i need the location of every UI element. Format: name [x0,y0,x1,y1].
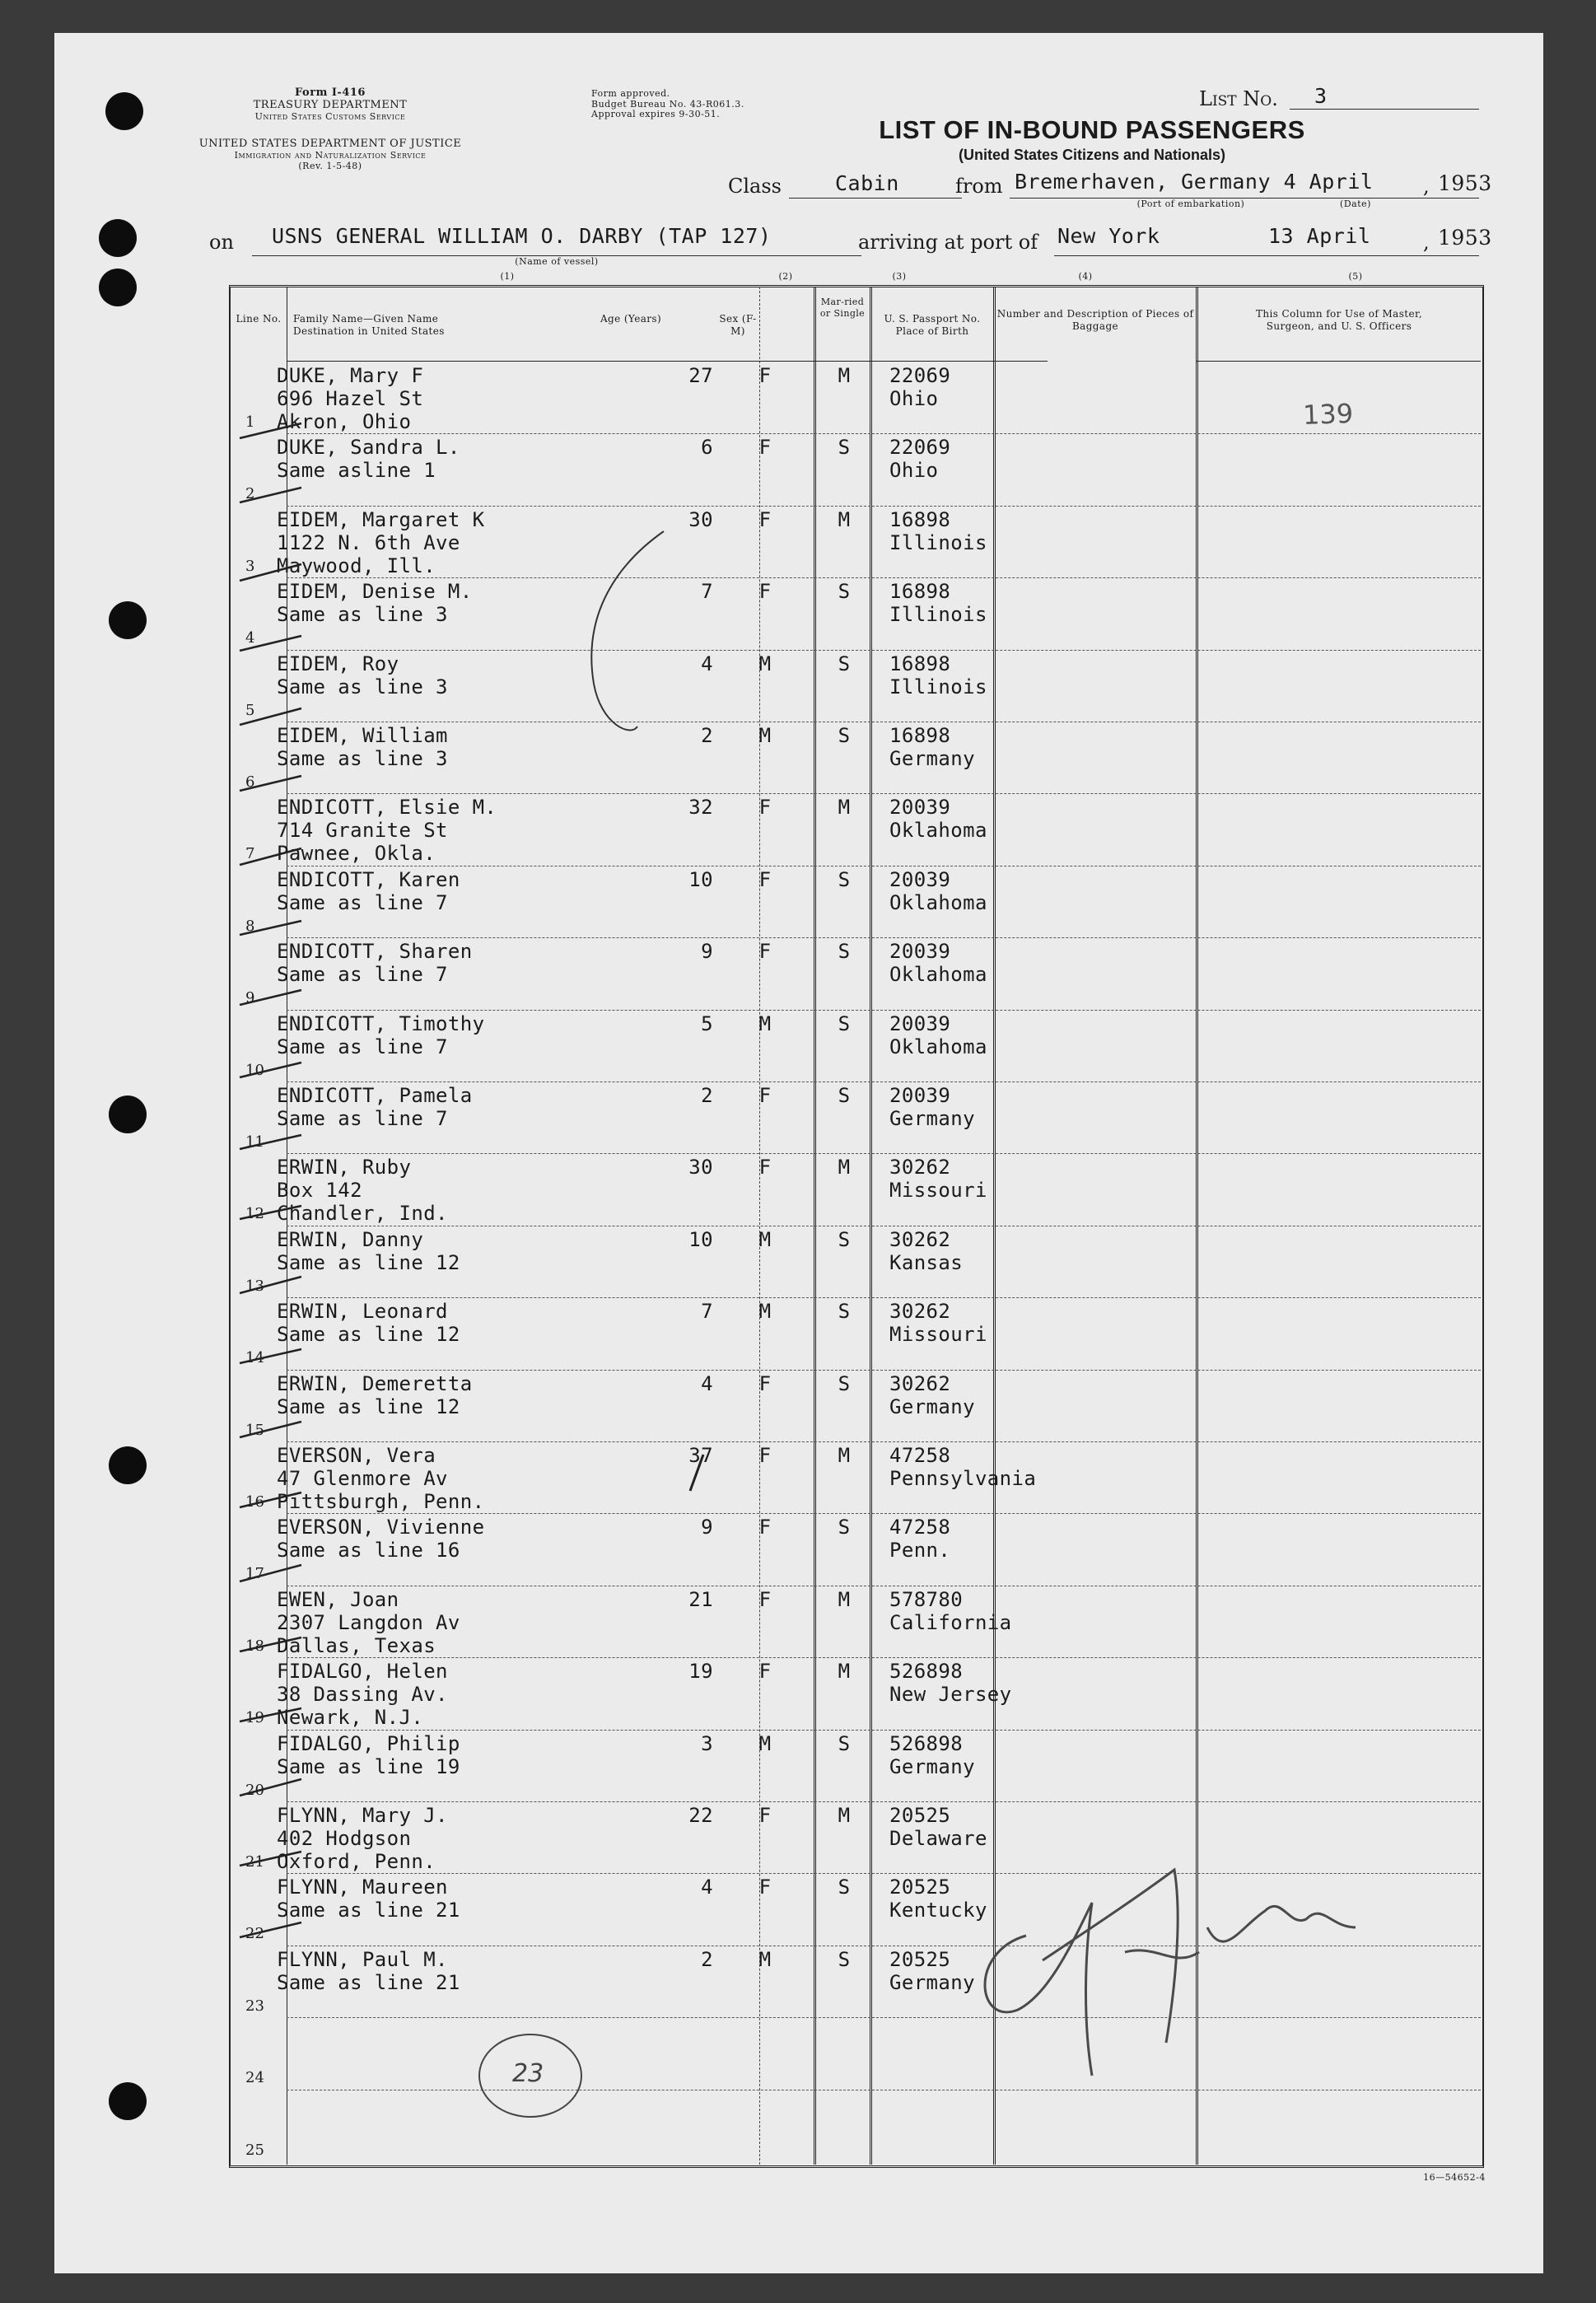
passport-number: 20525 [889,1947,951,1971]
place-of-birth: Oklahoma [889,890,987,914]
age-cell: 30 [688,1156,713,1180]
list-no-label: List No. [1199,87,1278,110]
sex-cell: F [758,507,772,531]
column-code-4: (4) [1078,271,1093,282]
sex-cell: F [758,867,772,891]
line-number: 10 [245,1061,264,1079]
destination-line-2: Chandler, Ind. [277,1202,448,1226]
passport-number: 20039 [889,796,951,820]
sex-cell: F [758,1660,772,1684]
passenger-name: ERWIN, Danny [277,1227,424,1251]
passenger-name: FLYNN, Mary J. [277,1804,448,1827]
line-number: 1 [245,413,255,431]
line-number: 14 [245,1349,264,1367]
marital-status-cell: M [838,364,851,387]
line-number: 15 [245,1421,264,1439]
col-header-age: Age (Years) [600,313,662,325]
age-cell: 4 [701,652,713,675]
age-cell: 5 [701,1011,713,1035]
sex-cell: F [758,1371,772,1395]
sex-cell: F [758,1156,772,1180]
age-cell: 10 [688,867,713,891]
passenger-name: EVERSON, Vera [277,1444,436,1467]
line-number: 9 [245,989,255,1007]
passenger-name: ERWIN, Leonard [277,1300,448,1324]
passport-number: 30262 [889,1227,951,1251]
marital-status-cell: M [838,796,851,820]
column-code-2: (2) [778,271,793,282]
destination-line-1: Same as line 7 [277,890,448,914]
passenger-name: FIDALGO, Philip [277,1731,460,1755]
marital-status-cell: M [838,1444,851,1467]
place-of-birth: Missouri [889,1179,987,1203]
date-caption: (Date) [1340,199,1371,209]
destination-line-1: Same as line 12 [277,1323,460,1347]
column-code-1: (1) [500,271,515,282]
place-of-birth: Germany [889,1394,975,1418]
passport-number: 22069 [889,364,951,387]
marital-status-cell: S [838,1516,851,1539]
age-cell: 10 [688,1227,713,1251]
circled-count: 23 [512,2059,544,2088]
sex-cell: F [758,796,772,820]
arrival-year-prefix: , [1423,231,1436,254]
marital-status-cell: S [838,724,851,747]
place-of-birth: Germany [889,1107,975,1130]
sex-cell: F [758,1804,772,1827]
budget-approval: Form approved. Budget Bureau No. 43-R061.3. Approval expires 9-30-51. [591,88,744,120]
sex-cell: F [758,436,772,460]
line-number: 4 [245,629,255,647]
arriving-label: arriving at port of [858,231,1038,254]
line-number: 24 [245,2069,264,2087]
destination-line-1: Same as line 12 [277,1394,460,1418]
place-of-birth: Ohio [889,459,939,483]
sex-cell: F [758,364,772,387]
line-number: 19 [245,1709,264,1727]
passport-number: 30262 [889,1300,951,1324]
year-prefix: , [1423,175,1436,198]
marital-status-cell: S [838,1371,851,1395]
sex-cell: F [758,1516,772,1539]
sex-cell: M [758,1947,772,1971]
embark-year: 1953 [1438,171,1492,195]
form-number: Form I-416 [295,86,366,99]
age-cell: 2 [701,1947,713,1971]
passport-number: 16898 [889,724,951,747]
place-of-birth: Oklahoma [889,963,987,987]
marital-status-cell: M [838,507,851,531]
destination-line-1: Same as line 3 [277,675,448,698]
line-number: 18 [245,1637,264,1655]
passenger-name: EWEN, Joan [277,1587,399,1611]
marital-status-cell: S [838,1084,851,1107]
marital-status-cell: S [838,1731,851,1755]
line-number: 8 [245,917,255,935]
age-cell: 6 [701,436,713,460]
place-of-birth: Germany [889,747,975,770]
customs-service: United States Customs Service [254,110,406,122]
place-of-birth: Germany [889,1970,975,1994]
passport-number: 20039 [889,867,951,891]
marital-status-cell: S [838,652,851,675]
age-cell: 19 [688,1660,713,1684]
class-value: Cabin [835,171,899,195]
line-number: 7 [245,845,255,863]
sex-cell: F [758,580,772,604]
treasury-department: TREASURY DEPARTMENT [253,98,408,111]
passenger-name: EIDEM, Denise M. [277,580,473,604]
from-label: from [955,175,1003,198]
revision-label: (Rev. 1-5-48) [298,160,362,171]
officer-column-number: 139 [1302,397,1354,432]
marital-status-cell: M [838,1156,851,1180]
line-number: 17 [245,1565,264,1583]
arrival-port: New York [1057,224,1160,248]
passenger-name: ENDICOTT, Sharen [277,940,473,964]
marital-status-cell: S [838,867,851,891]
destination-line-1: Same as line 16 [277,1539,460,1563]
marital-status-cell: S [838,940,851,964]
place-of-birth: Oklahoma [889,1035,987,1058]
line-number: 6 [245,773,255,791]
age-cell: 3 [701,1731,713,1755]
destination-line-1: 696 Hazel St [277,387,424,410]
destination-line-1: Same as line 19 [277,1754,460,1778]
col-header-officers: This Column for Use of Master, Surgeon, and U. S. Officers [1255,308,1423,332]
from-value: Bremerhaven, Germany 4 April [1015,170,1374,194]
marital-status-cell: S [838,580,851,604]
marital-status-cell: S [838,1876,851,1899]
place-of-birth: Illinois [889,603,987,627]
class-label: Class [728,175,782,198]
marital-status-cell: S [838,436,851,460]
list-no-value: 3 [1314,84,1328,108]
column-code-3: (3) [892,271,907,282]
place-of-birth: Ohio [889,387,939,410]
destination-line-1: Same as line 12 [277,1250,460,1274]
destination-line-2: Maywood, Ill. [277,554,436,577]
passport-number: 20039 [889,1011,951,1035]
line-number: 5 [245,701,255,719]
passport-number: 20039 [889,940,951,964]
passenger-name: EIDEM, Margaret K [277,507,485,531]
marital-status-cell: S [838,1227,851,1251]
page-title: LIST OF IN-BOUND PASSENGERS [879,115,1305,144]
place-of-birth: Pennsylvania [889,1467,1037,1490]
marital-status-cell: M [838,1660,851,1684]
vessel-caption: (Name of vessel) [515,256,599,267]
age-cell: 37 [688,1444,713,1467]
age-cell: 7 [701,1300,713,1324]
passenger-name: ENDICOTT, Timothy [277,1011,485,1035]
sex-cell: M [758,1011,772,1035]
form-print-code: 16—54652-4 [1423,2172,1486,2183]
ins-label: Immigration and Naturalization Service [234,149,427,161]
passenger-name: ERWIN, Ruby [277,1156,412,1180]
place-of-birth: Illinois [889,675,987,698]
line-number: 11 [245,1133,264,1151]
place-of-birth: Missouri [889,1323,987,1347]
handwritten-marks [54,33,1543,2273]
sex-cell: M [758,1227,772,1251]
place-of-birth: Oklahoma [889,819,987,843]
department-of-justice: UNITED STATES DEPARTMENT OF JUSTICE [198,138,462,150]
passenger-name: FIDALGO, Helen [277,1660,448,1684]
age-cell: 30 [688,507,713,531]
passport-number: 20525 [889,1876,951,1899]
passport-number: 578780 [889,1587,964,1611]
on-label: on [209,231,234,254]
passenger-name: EIDEM, William [277,724,448,747]
age-cell: 2 [701,724,713,747]
passenger-name: EVERSON, Vivienne [277,1516,485,1539]
place-of-birth: Delaware [889,1827,987,1850]
marital-status-cell: M [838,1804,851,1827]
destination-line-1: Box 142 [277,1179,362,1203]
passenger-name: ENDICOTT, Pamela [277,1084,473,1107]
sex-cell: M [758,1300,772,1324]
place-of-birth: Kentucky [889,1899,987,1922]
passport-number: 16898 [889,652,951,675]
passport-number: 22069 [889,436,951,460]
passport-number: 30262 [889,1371,951,1395]
sex-cell: M [758,1731,772,1755]
destination-line-1: 2307 Langdon Av [277,1610,460,1634]
place-of-birth: New Jersey [889,1683,1012,1707]
age-cell: 9 [701,940,713,964]
sex-cell: F [758,1876,772,1899]
column-code-5: (5) [1348,271,1363,282]
passport-number: 20039 [889,1084,951,1107]
col-header-name: Family Name—Given Name Destination in United States [293,313,445,337]
arrival-year: 1953 [1438,226,1492,250]
passenger-name: DUKE, Mary F [277,364,424,387]
destination-line-1: Same as line 7 [277,1107,448,1130]
line-number: 13 [245,1277,264,1295]
marital-status-cell: S [838,1300,851,1324]
line-number: 12 [245,1205,264,1223]
manifest-page [54,33,1543,2273]
sex-cell: F [758,940,772,964]
sex-cell: M [758,652,772,675]
port-caption: (Port of embarkation) [1136,199,1245,209]
line-number: 25 [245,2141,264,2159]
line-number: 16 [245,1493,264,1511]
passenger-name: FLYNN, Paul M. [277,1947,448,1971]
destination-line-1: Same as line 7 [277,1035,448,1058]
line-number: 23 [245,1997,264,2015]
passport-number: 16898 [889,507,951,531]
passport-number: 20525 [889,1804,951,1827]
destination-line-1: Same as line 21 [277,1899,460,1922]
destination-line-1: 714 Granite St [277,819,448,843]
line-number: 3 [245,557,255,575]
marital-status-cell: S [838,1011,851,1035]
destination-line-1: Same as line 21 [277,1970,460,1994]
passport-number: 47258 [889,1444,951,1467]
passenger-name: DUKE, Sandra L. [277,436,460,460]
passport-number: 526898 [889,1731,964,1755]
col-header-line-no: Line No. [236,313,282,325]
sex-cell: M [758,724,772,747]
place-of-birth: Germany [889,1754,975,1778]
place-of-birth: Kansas [889,1250,964,1274]
place-of-birth: Penn. [889,1539,951,1563]
passenger-name: ENDICOTT, Elsie M. [277,796,497,820]
passenger-name: ENDICOTT, Karen [277,867,460,891]
destination-line-2: Oxford, Penn. [277,1850,436,1873]
age-cell: 4 [701,1876,713,1899]
sex-cell: F [758,1587,772,1611]
destination-line-1: Same as line 3 [277,747,448,770]
line-number: 2 [245,485,255,503]
col-header-baggage: Number and Description of Pieces of Baggage [996,308,1194,332]
destination-line-1: 1122 N. 6th Ave [277,530,460,554]
destination-line-1: 47 Glenmore Av [277,1467,448,1490]
passenger-name: ERWIN, Demeretta [277,1371,473,1395]
arrival-date: 13 April [1268,224,1371,248]
destination-line-2: Pittsburgh, Penn. [277,1490,485,1513]
page-subtitle: (United States Citizens and Nationals) [958,147,1226,163]
age-cell: 21 [688,1587,713,1611]
sex-cell: F [758,1444,772,1467]
sex-cell: F [758,1084,772,1107]
destination-line-2: Pawnee, Okla. [277,842,436,866]
line-number: 22 [245,1925,264,1943]
destination-line-1: Same as line 3 [277,603,448,627]
destination-line-2: Akron, Ohio [277,410,412,433]
destination-line-2: Dallas, Texas [277,1633,436,1657]
vessel-name: USNS GENERAL WILLIAM O. DARBY (TAP 127) [272,224,772,248]
destination-line-1: 38 Dassing Av. [277,1683,448,1707]
age-cell: 22 [688,1804,713,1827]
col-header-passport: U. S. Passport No. Place of Birth [884,313,981,337]
place-of-birth: Illinois [889,530,987,554]
destination-line-1: Same as line 7 [277,963,448,987]
place-of-birth: California [889,1610,1012,1634]
age-cell: 32 [688,796,713,820]
age-cell: 27 [688,364,713,387]
col-header-sex: Sex (F-M) [719,313,757,337]
passport-number: 16898 [889,580,951,604]
age-cell: 7 [701,580,713,604]
passenger-name: EIDEM, Roy [277,652,399,675]
col-header-married: Mar-ried or Single [819,297,866,319]
destination-line-1: Same asline 1 [277,459,436,483]
passport-number: 47258 [889,1516,951,1539]
passport-number: 30262 [889,1156,951,1180]
age-cell: 9 [701,1516,713,1539]
line-number: 20 [245,1781,264,1799]
marital-status-cell: M [838,1587,851,1611]
age-cell: 4 [701,1371,713,1395]
destination-line-1: 402 Hodgson [277,1827,412,1850]
marital-status-cell: S [838,1947,851,1971]
destination-line-2: Newark, N.J. [277,1706,424,1730]
passenger-name: FLYNN, Maureen [277,1876,448,1899]
passport-number: 526898 [889,1660,964,1684]
age-cell: 2 [701,1084,713,1107]
line-number: 21 [245,1853,264,1871]
